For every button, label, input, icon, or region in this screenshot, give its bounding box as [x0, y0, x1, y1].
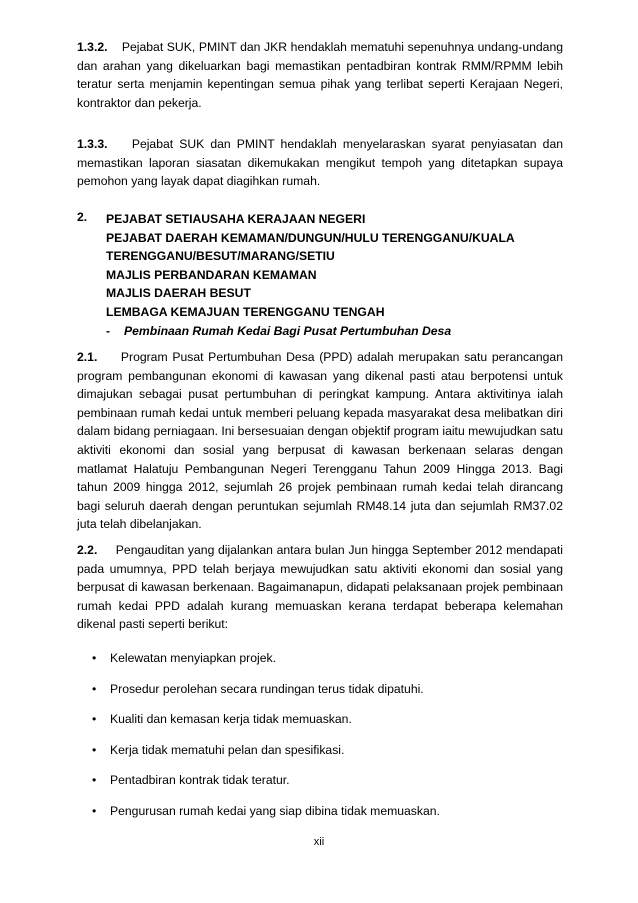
paragraph-1-3-3 — [77, 135, 563, 191]
heading-line: MAJLIS DAERAH BESUT — [106, 286, 251, 301]
paragraph-2-2 — [77, 541, 563, 634]
section-number: 2. — [77, 210, 88, 224]
paragraph-text: Pejabat SUK dan PMINT hendaklah menyelaraskan syarat penyiasatan dan memastikan laporan siasatan dikemukakan mengikut tempoh yang ditetapkan supaya pemohon yang layak dapat diagihkan rumah. — [77, 137, 563, 189]
paragraph-2-1 — [77, 348, 563, 534]
list-item-text: Prosedur perolehan secara rundingan terus tidak dipatuhi. — [110, 681, 424, 696]
paragraph-1-3-2 — [77, 38, 563, 112]
list-item-text: Kelewatan menyiapkan projek. — [110, 651, 276, 665]
bullet-icon: • — [92, 773, 97, 787]
paragraph-text: Program Pusat Pertumbuhan Desa (PPD) adalah merupakan satu perancangan program pembangunan ekonomi di kawasan yang dikenal pasti atau berpotensi untuk dimajukan sebagai pusat pertumbuhan di peringkat kampung. Antara aktivitinya ialah pembinaan rumah kedai untuk memberi peluang kepada masyarakat desa melibatkan diri dalam bidang perniagaan. Ini bersesuaian dengan objektif program iaitu mewujudkan satu aktiviti ekonomi dan sosial yang berpusat di kawasan berkenaan selaras dengan matlamat Halatuju Pembangunan Negeri Terengganu Tahun 2009 Hingga 2013. Bagi tahun 2009 hingga 2012, sejumlah 26 projek pembinaan rumah kedai telah dirancang bagi seluruh daerah dengan peruntukan sejumlah RM48.14 juta dan sejumlah RM37.02 juta telah dibelanjakan. — [77, 350, 563, 532]
list-item-text: Kerja tidak mematuhi pelan dan spesifikasi. — [110, 742, 345, 757]
heading-line: MAJLIS PERBANDARAN KEMAMAN — [106, 267, 317, 282]
paragraph-number: 1.3.3. — [77, 137, 108, 151]
heading-line: LEMBAGA KEMAJUAN TERENGGANU TENGAH — [106, 304, 385, 319]
subtitle-dash: - — [106, 323, 111, 338]
heading-line: PEJABAT SETIAUSAHA KERAJAAN NEGERI — [106, 212, 366, 226]
list-item-text: Kualiti dan kemasan kerja tidak memuaskan. — [110, 712, 352, 726]
paragraph-number: 1.3.2. — [77, 40, 108, 54]
section-subtitle — [106, 322, 515, 341]
page-number: xii — [313, 836, 325, 848]
heading-line: PEJABAT DAERAH KEMAMAN/DUNGUN/HULU TERENGGANU/KUALA — [106, 230, 515, 245]
paragraph-text: Pejabat SUK, PMINT dan JKR hendaklah mematuhi sepenuhnya undang-undang dan arahan yang dikeluarkan bagi memastikan pentadbiran kontrak RMM/RPMM lebih teratur serta menjamin kepentingan semua pihak yang terlibat seperti Kerajaan Negeri, kontraktor dan pekerja. — [77, 40, 563, 110]
bullet-icon: • — [92, 742, 97, 757]
bullet-icon: • — [92, 712, 97, 726]
heading-line: TERENGGANU/BESUT/MARANG/SETIU — [106, 249, 335, 264]
paragraph-text: Pengauditan yang dijalankan antara bulan Jun hingga September 2012 mendapati pada umumnya, PPD telah berjaya mewujudkan satu aktiviti ekonomi dan sosial yang berpusat di kawasan berkenaan. Bagaimanapun, didapati pelaksanaan projek pembinaan rumah kedai PPD adalah kurang memuaskan kerana terdapat beberapa kelemahan dikenal pasti seperti berikut: — [77, 543, 563, 632]
list-item-text: Pengurusan rumah kedai yang siap dibina tidak memuaskan. — [110, 803, 440, 818]
section-heading-lines — [106, 210, 515, 340]
bullet-icon: • — [92, 681, 97, 696]
bullet-icon: • — [92, 651, 97, 665]
subtitle-text: Pembinaan Rumah Kedai Bagi Pusat Pertumbuhan Desa — [124, 323, 452, 338]
paragraph-number: 2.2. — [77, 543, 98, 557]
list-item-text: Pentadbiran kontrak tidak teratur. — [110, 773, 290, 787]
bullet-icon: • — [92, 803, 97, 818]
paragraph-number: 2.1. — [77, 350, 98, 364]
